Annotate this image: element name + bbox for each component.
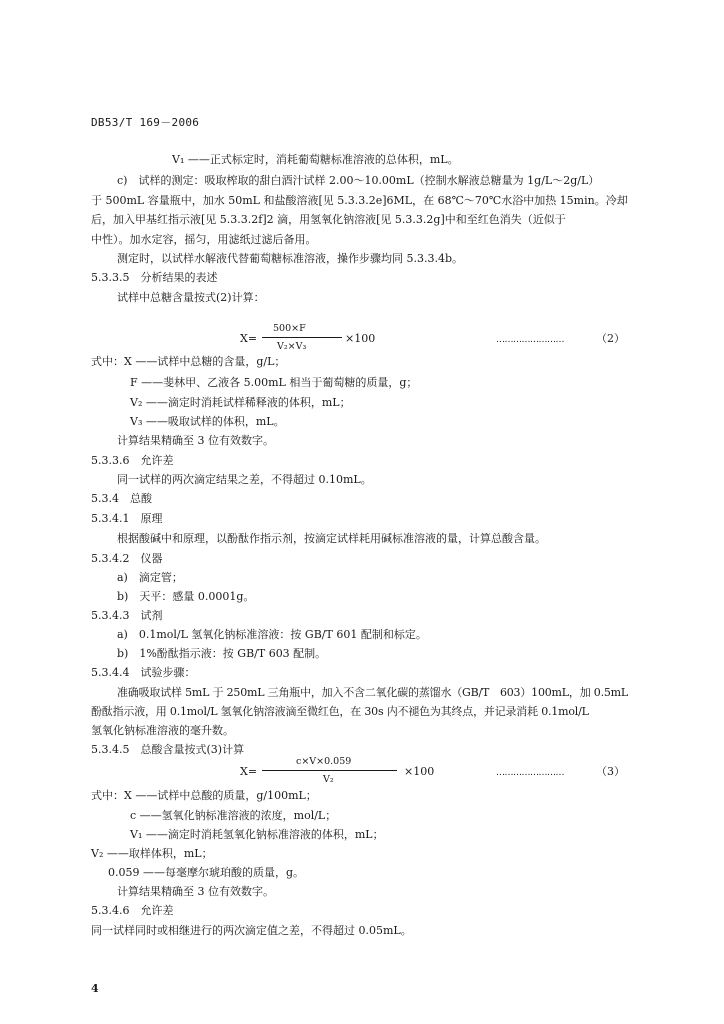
formula-2-numerator: 500×F: [273, 323, 306, 334]
text-line: 准确吸取试样 5mL 于 250mL 三角瓶中，加入不含二氧化碳的蒸馏水（GB/T 603）100mL，加 0.5mL: [117, 686, 629, 699]
section-heading: 5.3.4.4 试验步骤：: [91, 666, 196, 679]
section-heading: 5.3.4 总酸: [91, 492, 152, 505]
text-line: 同一试样的两次滴定结果之差，不得超过 0.10mL。: [117, 473, 372, 486]
text-line: 后，加入甲基红指示液[见 5.3.3.2f]2 滴，用氢氧化钠溶液[见 5.3.3.2g]中和至红色消失（近似于: [91, 213, 566, 226]
formula-3-leader-dots: ……………………: [496, 768, 564, 778]
text-line: 式中：X ——试样中总酸的质量，g/100mL；: [91, 789, 317, 802]
text-line: F ——斐林甲、乙液各 5.00mL 相当于葡萄糖的质量，g；: [130, 376, 418, 389]
text-line: 中性）。加水定容，摇匀，用滤纸过滤后备用。: [91, 233, 317, 246]
text-line: V₁ ——滴定时消耗氢氧化钠标准溶液的体积，mL；: [130, 828, 384, 841]
section-heading: 5.3.4.2 仪器: [91, 552, 163, 565]
list-item: b) 1%酚酞指示液：按 GB/T 603 配制。: [117, 647, 327, 660]
formula-3-numerator: c×V×0.059: [296, 756, 352, 767]
page-number: 4: [91, 982, 99, 995]
formula-2-leader-dots: ……………………: [496, 335, 564, 345]
text-line: 试样中总糖含量按式(2)计算：: [117, 291, 265, 304]
text-line: V₂ ——取样体积，mL；: [91, 847, 213, 860]
document-id: DB53/T 169－2006: [91, 116, 200, 129]
formula-3-denominator: V₂: [323, 774, 334, 785]
text-line: 于 500mL 容量瓶中，加水 50mL 和盐酸溶液[见 5.3.3.2e]6ML，在 68℃～70℃水浴中加热 15min。冷却: [91, 194, 628, 207]
section-heading: 5.3.4.1 原理: [91, 512, 163, 525]
text-line: V₃ ——吸取试样的体积，mL。: [130, 415, 285, 428]
formula-3-number: （3）: [596, 765, 625, 778]
text-line: 式中：X ——试样中总糖的含量，g/L；: [91, 355, 286, 368]
section-heading: 5.3.4.3 试剂: [91, 609, 163, 622]
list-item: a) 滴定管；: [117, 571, 183, 584]
section-heading: 5.3.3.5 分析结果的表述: [91, 271, 218, 284]
text-line: V₁ ——正式标定时，消耗葡萄糖标准溶液的总体积，mL。: [172, 153, 459, 166]
formula-2-tail: ×100: [345, 332, 376, 345]
text-line: 0.059 ——每毫摩尔琥珀酸的质量，g。: [108, 866, 305, 879]
section-heading: 5.3.4.5 总酸含量按式(3)计算: [91, 743, 245, 756]
formula-2-lhs: X=: [240, 332, 258, 345]
formula-3-tail: ×100: [404, 765, 435, 778]
text-line: 计算结果精确至 3 位有效数字。: [117, 434, 274, 447]
text-line: V₂ ——滴定时消耗试样稀释液的体积，mL；: [130, 396, 351, 409]
formula-2-fraction-bar: [262, 337, 342, 338]
list-item: b) 天平：感量 0.0001g。: [117, 590, 255, 603]
text-line: 测定时，以试样水解液代替葡萄糖标准溶液，操作步骤均同 5.3.3.4b。: [117, 252, 464, 265]
text-line: c) 试样的测定：吸取榨取的甜白酒汁试样 2.00～10.00mL（控制水解液总糖量为 1g/L～2g/L）: [117, 174, 600, 187]
formula-2-denominator: V₂×V₃: [277, 341, 307, 352]
formula-3-fraction-bar: [262, 770, 397, 771]
section-heading: 5.3.4.6 允许差: [91, 904, 174, 917]
text-line: c ——氢氧化钠标准溶液的浓度，mol/L；: [130, 809, 337, 822]
text-line: 氢氧化钠标准溶液的毫升数。: [91, 724, 234, 737]
text-line: 酚酞指示液，用 0.1mol/L 氢氧化钠溶液滴至微红色，在 30s 内不褪色为其终点，并记录消耗 0.1mol/L: [91, 705, 589, 718]
text-line: 同一试样同时或相继进行的两次滴定值之差，不得超过 0.05mL。: [91, 924, 412, 937]
text-line: 根据酸碱中和原理，以酚酞作指示剂，按滴定试样耗用碱标准溶液的量，计算总酸含量。: [117, 532, 546, 545]
formula-3-lhs: X=: [240, 765, 258, 778]
formula-2-number: （2）: [596, 332, 625, 345]
section-heading: 5.3.3.6 允许差: [91, 454, 174, 467]
text-line: 计算结果精确至 3 位有效数字。: [117, 885, 274, 898]
list-item: a) 0.1mol/L 氢氧化钠标准溶液：按 GB/T 601 配制和标定。: [117, 628, 427, 641]
